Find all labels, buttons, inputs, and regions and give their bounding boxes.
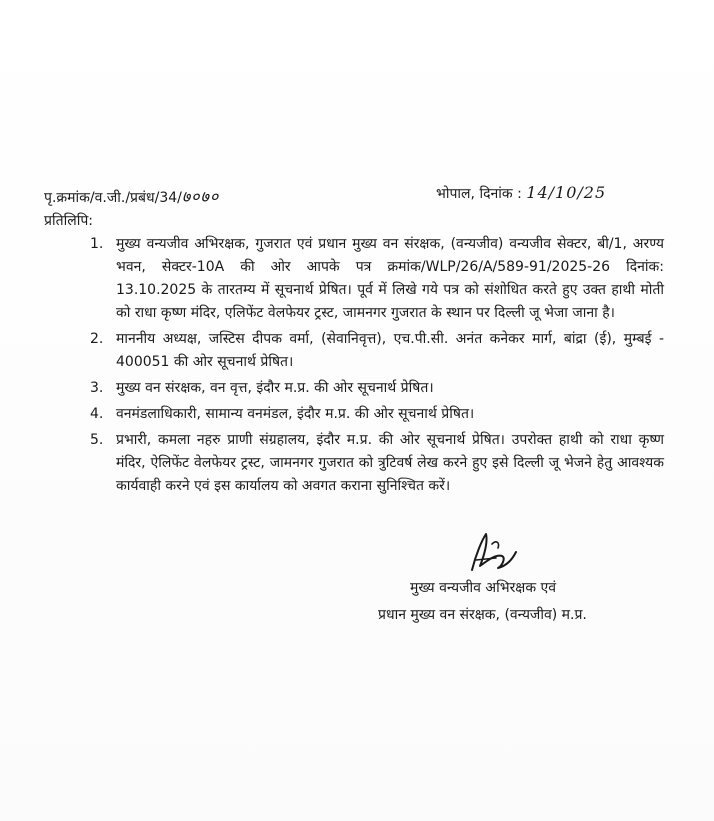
item-text: मुख्य वन संरक्षक, वन वृत्त, इंदौर म.प्र. की ओर सूचनार्थ प्रेषित। <box>116 380 434 396</box>
item-number: 4. <box>90 406 104 422</box>
item-text: मुख्य वन्यजीव अभिरक्षक, गुजरात एवं प्रधान मुख्य वन संरक्षक, (वन्यजीव) वन्यजीव सेक्टर, बी/1, अरण्य भवन, सेक्टर-10A की ओर आपके पत्र क्रमांक/WLP/26/A/589-91/2025-26 दिनांक: 13.10.2025 के तारतम्य में सूचनार्थ प्रेषित। पूर्व में लिखे गये पत्र को संशोधित करते हुए उक्त हाथी मोती को राधा कृष्ण मंदिर, एलिफेंट वेलफेयर ट्रस्ट, जामनगर गुजरात के स्थान पर दिल्ली जू भेजा जाना है। <box>116 236 664 321</box>
place-date <box>436 183 606 203</box>
distribution-list <box>86 233 664 501</box>
copy-to-heading: प्रतिलिपि: <box>44 213 93 229</box>
list-item <box>86 328 664 374</box>
list-item <box>86 377 664 400</box>
handwritten-signature <box>462 530 524 578</box>
item-text: प्रभारी, कमला नहरु प्राणी संग्रहालय, इंदौर म.प्र. की ओर सूचनार्थ प्रेषित। उपरोक्त हाथी को राधा कृष्ण मंदिर, ऐलिफेंट वेलफेयर ट्रस्ट, जामनगर गुजरात को त्रुटिवर्ष लेख करने हुए इसे दिल्ली जू भेजने हेतु आवश्यक कार्यवाही करने एवं इस कार्यालय को अवगत कराना सुनिश्चित करें। <box>116 432 664 494</box>
reference-prefix: पृ.क्रमांक/व.जी./प्रबंध/34/ <box>44 190 182 206</box>
list-item <box>86 233 664 325</box>
item-number: 2. <box>90 331 104 347</box>
item-number: 5. <box>90 432 104 448</box>
date-label: भोपाल, दिनांक : <box>436 186 527 202</box>
item-number: 3. <box>90 380 104 396</box>
item-number: 1. <box>90 236 104 252</box>
item-text: वनमंडलाधिकारी, सामान्य वनमंडल, इंदौर म.प्र. की ओर सूचनार्थ प्रेषित। <box>116 406 475 422</box>
list-item <box>86 429 664 498</box>
date-handwritten: 14/10/25 <box>526 183 607 202</box>
signatory-title-line1: मुख्य वन्यजीव अभिरक्षक एवं <box>410 580 557 596</box>
signatory-block <box>378 575 648 629</box>
reference-number <box>44 185 219 207</box>
list-item <box>86 403 664 426</box>
reference-number-handwritten: ७०७० <box>181 187 220 206</box>
signatory-title-line2: प्रधान मुख्य वन संरक्षक, (वन्यजीव) म.प्र. <box>378 607 587 623</box>
item-text: माननीय अध्यक्ष, जस्टिस दीपक वर्मा, (सेवानिवृत्त), एच.पी.सी. अनंत कनेकर मार्ग, बांद्रा (ई), मुम्बई - 400051 की ओर सूचनार्थ प्रेषित। <box>116 331 664 370</box>
